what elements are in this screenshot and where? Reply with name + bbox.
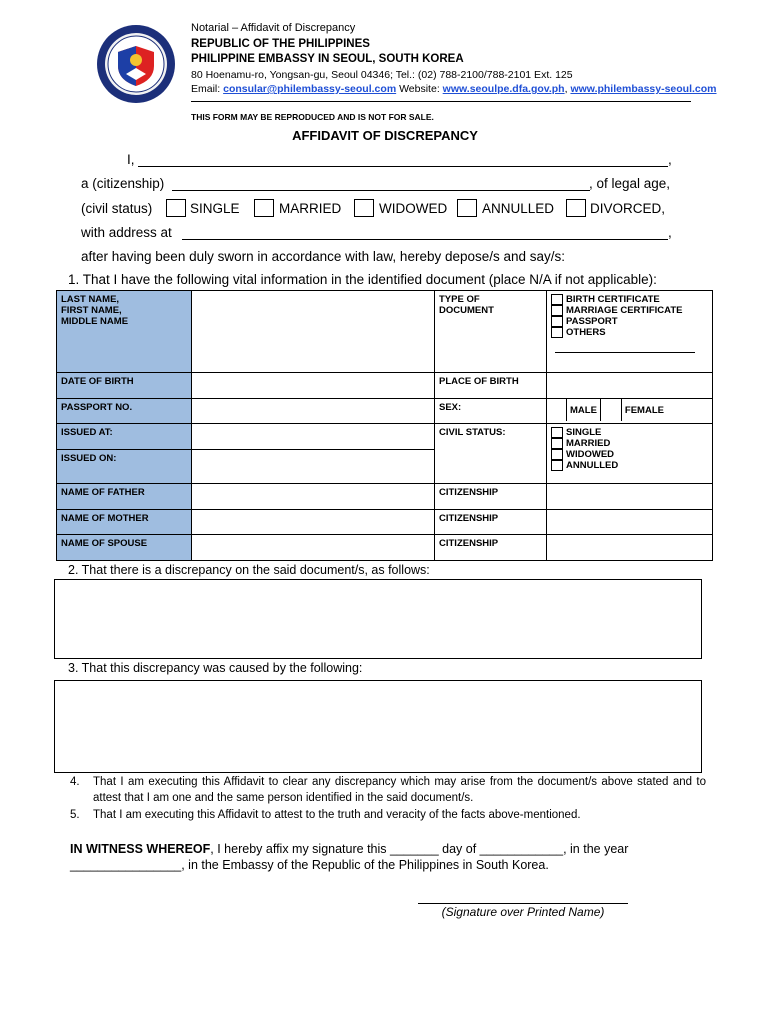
- signature-field[interactable]: [418, 903, 628, 904]
- email-link[interactable]: consular@philembassy-seoul.com: [223, 83, 397, 95]
- witness-paragraph: [70, 840, 706, 858]
- email-label: Email:: [191, 83, 221, 95]
- pob-input[interactable]: [547, 373, 713, 399]
- mother-label: NAME OF MOTHER: [57, 510, 192, 535]
- dob-input[interactable]: [192, 373, 435, 399]
- citizenship-field[interactable]: [172, 190, 590, 191]
- father-input[interactable]: [192, 484, 435, 510]
- comma-separator: ,: [564, 83, 568, 95]
- citizenship-label: a (citizenship): [81, 176, 165, 191]
- website-link-2[interactable]: www.philembassy-seoul.com: [570, 83, 717, 95]
- address-label: with address at: [81, 225, 172, 240]
- passport-input[interactable]: [192, 399, 435, 424]
- page-title: AFFIDAVIT OF DISCREPANCY: [292, 128, 478, 143]
- civil-option-annulled[interactable]: [551, 460, 708, 471]
- name-comma: ,: [668, 152, 672, 167]
- spouse-label: NAME OF SPOUSE: [57, 535, 192, 561]
- table-row: [57, 399, 713, 424]
- annulled-label: ANNULLED: [482, 201, 555, 216]
- spouse-input[interactable]: [192, 535, 435, 561]
- father-label: NAME OF FATHER: [57, 484, 192, 510]
- sex-label: SEX:: [435, 399, 547, 424]
- doc-type-options: [547, 291, 713, 373]
- name-label: LAST NAME, FIRST NAME, MIDDLE NAME: [57, 291, 192, 373]
- widowed-label: WIDOWED: [379, 201, 448, 216]
- table-row: [57, 424, 713, 450]
- civil-status-label: CIVIL STATUS:: [435, 424, 547, 484]
- option-label: MARRIAGE CERTIFICATE: [566, 305, 683, 316]
- table-row: [57, 373, 713, 399]
- i-label: I,: [127, 152, 135, 167]
- item-4: That I am executing this Affidavit to clear any discrepancy which may arise from the document/s above stated and to attest that I am one and the same person identified in the said document/s.: [93, 776, 706, 804]
- form-code: Notarial – Affidavit of Discrepancy: [191, 22, 356, 34]
- option-label: ANNULLED: [566, 460, 619, 471]
- divorced-label: DIVORCED,: [590, 201, 666, 216]
- item-5: That I am executing this Affidavit to attest to the truth and veracity of the facts above-mentioned.: [93, 809, 581, 821]
- civil-status-options: [547, 424, 713, 484]
- checkbox[interactable]: [551, 294, 563, 305]
- dob-label: DATE OF BIRTH: [57, 373, 192, 399]
- sex-options: [547, 399, 713, 424]
- table-row: [57, 510, 713, 535]
- female-checkbox[interactable]: [600, 399, 622, 421]
- citizenship-label-spouse: CITIZENSHIP: [435, 535, 547, 561]
- name-input[interactable]: [192, 291, 435, 373]
- discrepancy-textarea[interactable]: [54, 579, 702, 659]
- civil-status-label: (civil status): [81, 201, 153, 216]
- cause-textarea[interactable]: [54, 680, 702, 773]
- name-field[interactable]: [138, 166, 668, 167]
- checkbox[interactable]: [551, 438, 563, 449]
- mother-citizenship-input[interactable]: [547, 510, 713, 535]
- website-label: Website:: [399, 83, 440, 95]
- pob-label: PLACE OF BIRTH: [435, 373, 547, 399]
- female-label: FEMALE: [624, 404, 664, 416]
- table-row: [57, 535, 713, 561]
- table-row: [57, 291, 713, 373]
- vital-info-table: [56, 290, 713, 561]
- passport-label: PASSPORT NO.: [57, 399, 192, 424]
- spouse-citizenship-input[interactable]: [547, 535, 713, 561]
- single-checkbox[interactable]: [166, 199, 186, 217]
- embassy-seal-icon: [96, 24, 176, 104]
- checkbox[interactable]: [551, 316, 563, 327]
- address-comma: ,: [668, 225, 672, 240]
- not-for-sale-notice: THIS FORM MAY BE REPRODUCED AND IS NOT FOR SALE.: [191, 112, 434, 122]
- header-divider: [191, 101, 691, 102]
- embassy-name: PHILIPPINE EMBASSY IN SEOUL, SOUTH KOREA: [191, 53, 464, 65]
- option-marriage-certificate[interactable]: [551, 305, 708, 316]
- issued-at-label: ISSUED AT:: [57, 424, 192, 450]
- mother-input[interactable]: [192, 510, 435, 535]
- divorced-checkbox[interactable]: [566, 199, 586, 217]
- address-field[interactable]: [182, 239, 668, 240]
- widowed-checkbox[interactable]: [354, 199, 374, 217]
- option-label: PASSPORT: [566, 316, 618, 327]
- option-others[interactable]: [551, 327, 708, 338]
- option-label: BIRTH CERTIFICATE: [566, 294, 660, 305]
- checkbox[interactable]: [551, 305, 563, 316]
- citizenship-label-father: CITIZENSHIP: [435, 484, 547, 510]
- father-citizenship-input[interactable]: [547, 484, 713, 510]
- others-field[interactable]: [555, 352, 695, 353]
- option-label: WIDOWED: [566, 449, 615, 460]
- country-name: REPUBLIC OF THE PHILIPPINES: [191, 38, 370, 50]
- issued-at-input[interactable]: [192, 424, 435, 450]
- annulled-checkbox[interactable]: [457, 199, 477, 217]
- civil-option-widowed[interactable]: [551, 449, 708, 460]
- contact-line: [191, 83, 717, 95]
- option-passport[interactable]: [551, 316, 708, 327]
- witness-text: , I hereby affix my signature this _______ day of ____________, in the year: [210, 842, 629, 856]
- item-4-number: 4.: [70, 776, 80, 788]
- male-label: MALE: [570, 404, 597, 416]
- witness-line-2: ________________, in the Embassy of the Republic of the Philippines in South Korea.: [70, 858, 549, 872]
- married-checkbox[interactable]: [254, 199, 274, 217]
- signature-caption: (Signature over Printed Name): [441, 905, 605, 919]
- civil-option-married[interactable]: [551, 438, 708, 449]
- item-5-number: 5.: [70, 809, 80, 821]
- option-birth-certificate[interactable]: [551, 294, 708, 305]
- option-label: SINGLE: [566, 427, 602, 438]
- type-label: TYPE OF DOCUMENT: [435, 291, 547, 373]
- citizenship-label-mother: CITIZENSHIP: [435, 510, 547, 535]
- option-label: OTHERS: [566, 327, 606, 338]
- witness-heading: IN WITNESS WHEREOF: [70, 842, 211, 856]
- issued-on-label: ISSUED ON:: [57, 450, 192, 484]
- single-label: SINGLE: [190, 201, 240, 216]
- table-row: [57, 484, 713, 510]
- checkbox[interactable]: [551, 449, 563, 460]
- option-label: MARRIED: [566, 438, 611, 449]
- issued-on-input[interactable]: [192, 450, 435, 484]
- website-link-1[interactable]: www.seoulpe.dfa.gov.ph: [442, 83, 565, 95]
- civil-option-single[interactable]: [551, 427, 708, 438]
- item-3: 3. That this discrepancy was caused by the following:: [68, 661, 363, 675]
- item-2: 2. That there is a discrepancy on the said document/s, as follows:: [68, 563, 430, 577]
- checkbox[interactable]: [551, 460, 563, 471]
- sworn-statement: after having been duly sworn in accordance with law, hereby depose/s and say/s:: [81, 249, 566, 264]
- checkbox[interactable]: [551, 327, 563, 338]
- legal-age-text: , of legal age,: [589, 176, 671, 191]
- married-label: MARRIED: [279, 201, 342, 216]
- item-1: 1. That I have the following vital information in the identified document (place N/A if not applicable):: [68, 272, 657, 287]
- checkbox[interactable]: [551, 427, 563, 438]
- embassy-address: 80 Hoenamu-ro, Yongsan-gu, Seoul 04346; Tel.: (02) 788-2100/788-2101 Ext. 125: [191, 69, 573, 81]
- male-checkbox[interactable]: [547, 399, 567, 421]
